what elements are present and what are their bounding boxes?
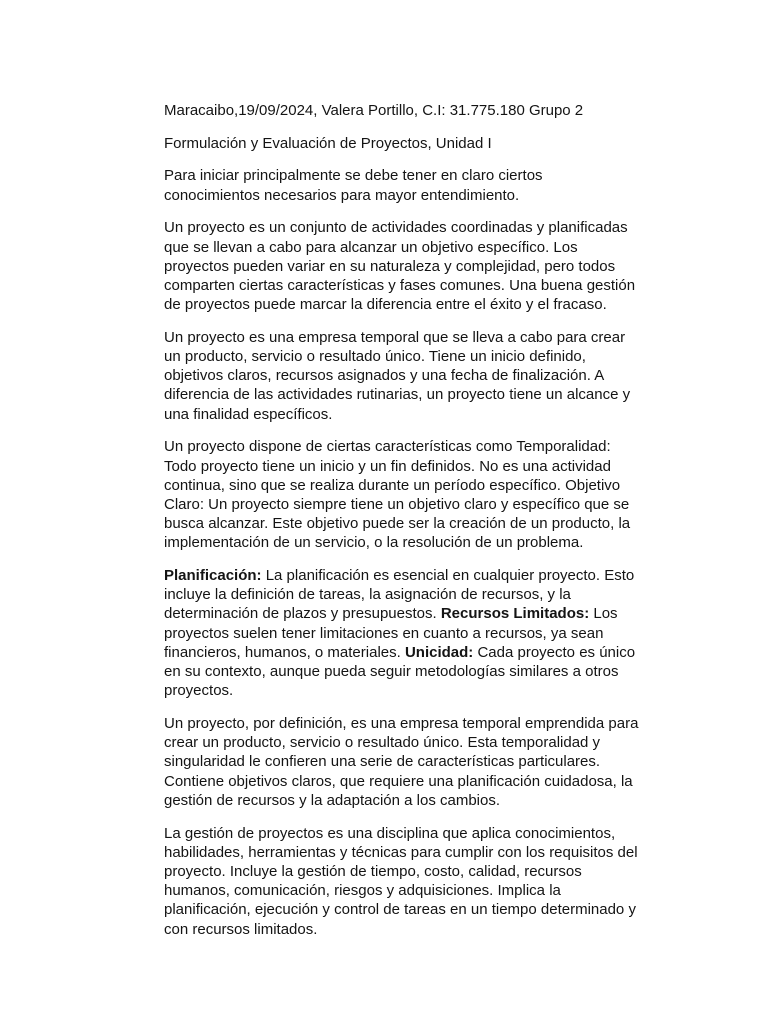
paragraph-line: proyectos suelen tener limitaciones en cuanto a recursos, ya sean <box>164 624 604 642</box>
paragraph-line <box>164 604 670 623</box>
paragraph-line <box>164 643 670 662</box>
paragraph-line: Todo proyecto tiene un inicio y un fin definidos. No es una actividad <box>164 457 611 475</box>
paragraph-line: humanos, comunicación, riesgos y adquisiciones. Implica la <box>164 882 561 900</box>
paragraph-line <box>164 566 670 585</box>
paragraph-line: implementación de un servicio, o la resolución de un problema. <box>164 534 584 552</box>
paragraph-line: Contiene objetivos claros, que requiere una planificación cuidadosa, la <box>164 772 633 790</box>
document-body <box>164 101 670 952</box>
header-line <box>164 101 670 120</box>
paragraph-line: Un proyecto dispone de ciertas características como Temporalidad: <box>164 438 611 456</box>
paragraph-line: busca alcanzar. Este objetivo puede ser la creación de un producto, la <box>164 515 631 533</box>
paragraph-line: proyectos. <box>164 682 234 700</box>
paragraph-line: Para iniciar principalmente se debe tener en claro ciertos <box>164 167 543 185</box>
paragraph-line: incluye la definición de tareas, la asignación de recursos, y la <box>164 586 571 604</box>
paragraph-line: continua, sino que se realiza durante un período específico. Objetivo <box>164 476 621 494</box>
unicidad-label: Unicidad: <box>404 643 474 661</box>
paragraph-line: Claro: Un proyecto siempre tiene un objetivo claro y específico que se <box>164 495 630 513</box>
paragraph-temporal-enterprise <box>164 328 670 424</box>
paragraph-line: Un proyecto es un conjunto de actividades coordinadas y planificadas <box>164 219 628 237</box>
paragraph-line: habilidades, herramientas y técnicas para cumplir con los requisitos del <box>164 843 638 861</box>
planificacion-label: Planificación: <box>164 567 262 585</box>
paragraph-planning <box>164 566 670 700</box>
recursos-text: Los <box>589 605 618 623</box>
header-text: Maracaibo,19/09/2024, Valera Portillo, C.I: 31.775.180 Grupo 2 <box>164 102 584 119</box>
paragraph-line: en su contexto, aunque pueda seguir metodologías similares a otros <box>164 663 619 681</box>
paragraph-line: de proyectos puede marcar la diferencia entre el éxito y el fracaso. <box>164 296 607 314</box>
paragraph-line: un producto, servicio o resultado único. Tiene un inicio definido, <box>164 348 586 366</box>
paragraph-line: conocimientos necesarios para mayor entendimiento. <box>164 186 520 204</box>
paragraph-intro <box>164 166 670 204</box>
paragraph-line: proyectos pueden variar en su naturaleza y complejidad, pero todos <box>164 257 616 275</box>
unicidad-text: Cada proyecto es único <box>473 643 636 661</box>
paragraph-project-management <box>164 824 670 939</box>
paragraph-line: crear un producto, servicio o resultado único. Esta temporalidad y <box>164 734 601 752</box>
paragraph-line: La gestión de proyectos es una disciplina que aplica conocimientos, <box>164 824 616 842</box>
paragraph-line: con recursos limitados. <box>164 920 318 938</box>
paragraph-line: una finalidad específicos. <box>164 405 333 423</box>
plazos-text: determinación de plazos y presupuestos. <box>164 605 441 623</box>
paragraph-singularity <box>164 714 670 810</box>
paragraph-line: objetivos claros, recursos asignados y una fecha de finalización. A <box>164 367 605 385</box>
subtitle-line <box>164 134 670 153</box>
paragraph-line: gestión de recursos y la adaptación a los cambios. <box>164 791 501 809</box>
recursos-limitados-label: Recursos Limitados: <box>440 605 590 623</box>
paragraph-line: planificación, ejecución y control de tareas en un tiempo determinado y <box>164 901 636 919</box>
paragraph-line: singularidad le confieren una serie de características particulares. <box>164 753 601 771</box>
financieros-text: financieros, humanos, o materiales. <box>164 643 405 661</box>
subtitle-text: Formulación y Evaluación de Proyectos, Unidad I <box>164 134 492 152</box>
paragraph-characteristics <box>164 437 670 552</box>
paragraph-line: que se llevan a cabo para alcanzar un objetivo específico. Los <box>164 238 578 256</box>
paragraph-line: comparten ciertas características y fases comunes. Una buena gestión <box>164 276 636 294</box>
paragraph-definition <box>164 218 670 314</box>
paragraph-line: Un proyecto es una empresa temporal que se lleva a cabo para crear <box>164 328 626 346</box>
paragraph-line: diferencia de las actividades rutinarias, un proyecto tiene un alcance y <box>164 386 631 404</box>
planificacion-text: La planificación es esencial en cualquier proyecto. Esto <box>261 567 635 585</box>
paragraph-line: Un proyecto, por definición, es una empresa temporal emprendida para <box>164 714 639 732</box>
paragraph-line: proyecto. Incluye la gestión de tiempo, costo, calidad, recursos <box>164 862 582 880</box>
